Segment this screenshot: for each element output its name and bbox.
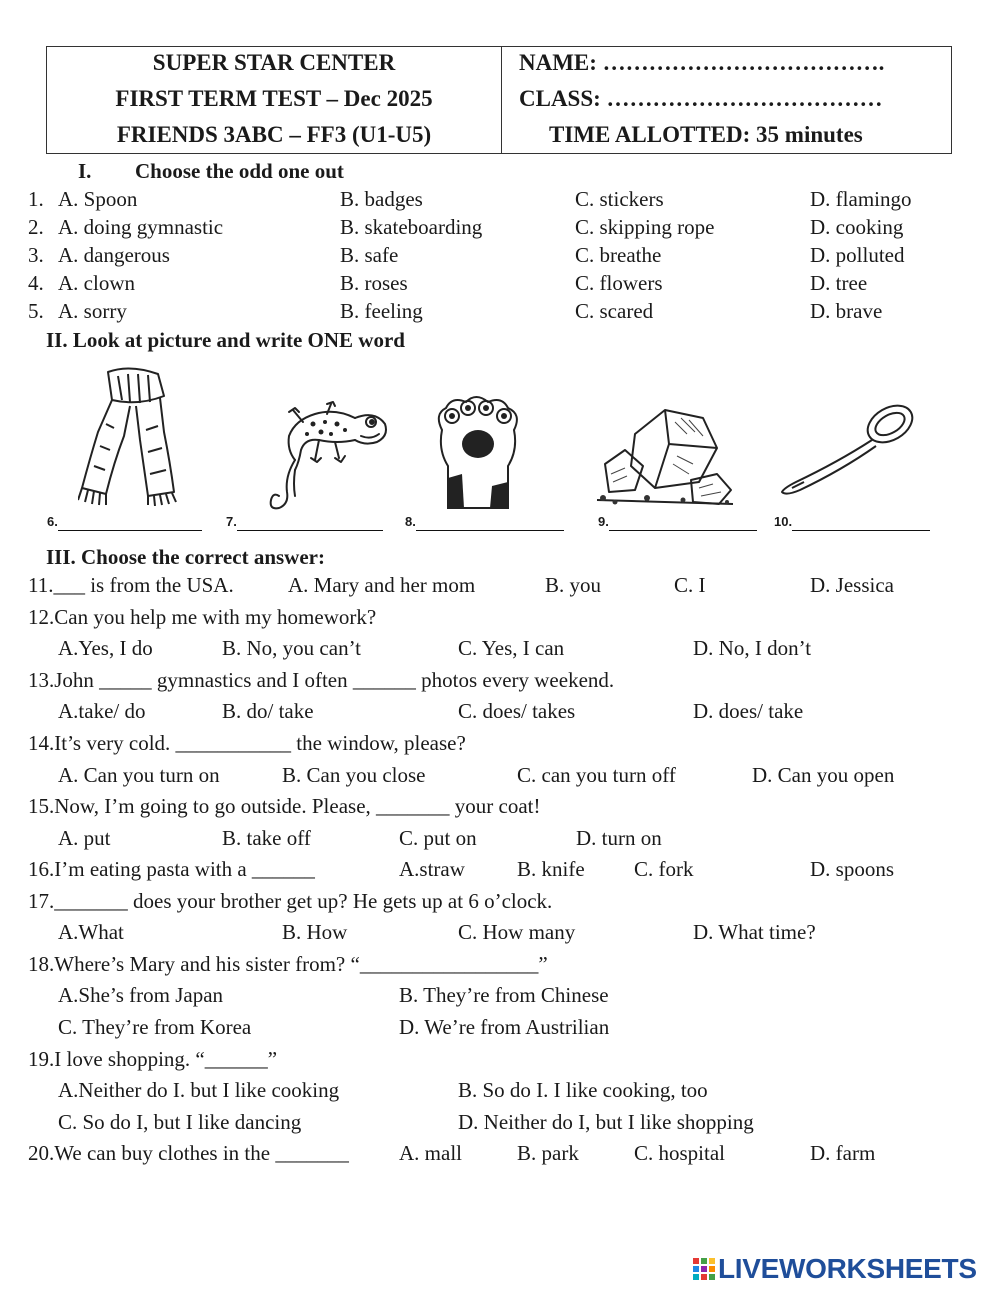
q15-option-c: C. put on [399, 826, 477, 850]
option-c: C. stickers [575, 187, 664, 211]
question-19: 19.I love shopping. “______” [28, 1047, 278, 1071]
q17-option-a: A.What [58, 920, 124, 944]
q13-option-b: B. do/ take [222, 699, 314, 723]
q17-option-b: B. How [282, 920, 348, 944]
caption-7-number: 7. [226, 514, 237, 529]
question-12: 12.Can you help me with my homework? [28, 605, 377, 629]
q16-option-c: C. fork [634, 857, 694, 881]
q14-option-c: C. can you turn off [517, 763, 676, 787]
option-c: C. scared [575, 299, 654, 323]
option-d: D. cooking [810, 215, 904, 239]
class-field: CLASS: ……………………………… [519, 86, 883, 111]
section2-title: II. Look at picture and write ONE word [46, 328, 405, 352]
question-13: 13.John _____ gymnastics and I often ______ photos every weekend. [28, 668, 615, 692]
q14-option-d: D. Can you open [752, 763, 895, 787]
section1-title: Choose the odd one out [135, 159, 344, 183]
option-b: B. safe [340, 243, 399, 267]
q17-option-d: D. What time? [693, 920, 816, 944]
option-d: D. tree [810, 271, 868, 295]
option-d: D. brave [810, 299, 883, 323]
header-box [46, 46, 952, 154]
q19-option-c: C. So do I, but I like dancing [58, 1110, 302, 1134]
option-b: B. badges [340, 187, 423, 211]
q12-option-d: D. No, I don’t [693, 636, 812, 660]
q13-option-c: C. does/ takes [458, 699, 576, 723]
caption-7 [226, 513, 383, 531]
spoon-icon [778, 400, 918, 500]
section1-number: I. [78, 159, 92, 183]
caption-8-number: 8. [405, 514, 416, 529]
caption-10 [774, 513, 930, 531]
answer-line-7[interactable] [237, 516, 383, 531]
logo-mark-icon [692, 1256, 718, 1282]
center-name: SUPER STAR CENTER [152, 50, 396, 75]
option-a: A. Spoon [58, 187, 138, 211]
q15-option-a: A. put [58, 826, 111, 850]
q13-option-a: A.take/ do [58, 699, 146, 723]
liveworksheets-logo[interactable] [692, 1254, 977, 1284]
question-16: 16.I’m eating pasta with a ______ [28, 857, 315, 881]
option-c: C. flowers [575, 271, 663, 295]
caption-9 [598, 513, 757, 531]
question-14: 14.It’s very cold. ___________ the window, please? [28, 731, 466, 755]
row-number: 4. [28, 271, 44, 295]
answer-line-6[interactable] [58, 516, 202, 531]
q18-option-b: B. They’re from Chinese [399, 983, 609, 1007]
test-title: FIRST TERM TEST – Dec 2025 [115, 86, 433, 111]
row-number: 1. [28, 187, 44, 211]
q12-option-b: B. No, you can’t [222, 636, 362, 660]
caption-10-number: 10. [774, 514, 793, 529]
q15-option-d: D. turn on [576, 826, 662, 850]
q13-option-d: D. does/ take [693, 699, 804, 723]
question-17: 17._______ does your brother get up? He gets up at 6 o’clock. [28, 889, 553, 913]
option-c: C. skipping rope [575, 215, 715, 239]
q19-option-a: A.Neither do I. but I like cooking [58, 1078, 340, 1102]
answer-line-8[interactable] [416, 516, 564, 531]
q11-option-b: B. you [545, 573, 602, 597]
q20-option-c: C. hospital [634, 1141, 726, 1165]
q16-option-b: B. knife [517, 857, 585, 881]
q20-option-a: A. mall [399, 1141, 462, 1165]
question-15: 15.Now, I’m going to go outside. Please, _______ your coat! [28, 794, 541, 818]
lizard-icon [265, 400, 390, 512]
q14-option-b: B. Can you close [282, 763, 426, 787]
q16-option-d: D. spoons [810, 857, 895, 881]
q19-option-d: D. Neither do I, but I like shopping [458, 1110, 754, 1134]
option-a: A. doing gymnastic [58, 215, 224, 239]
caption-6 [47, 513, 202, 531]
option-b: B. roses [340, 271, 408, 295]
time-allotted: TIME ALLOTTED: 35 minutes [549, 122, 863, 147]
question-20: 20.We can buy clothes in the _______ [28, 1141, 349, 1165]
option-a: A. clown [58, 271, 135, 295]
row-number: 5. [28, 299, 44, 323]
option-b: B. feeling [340, 299, 423, 323]
question-11: 11.___ is from the USA. [28, 573, 234, 597]
header-divider [501, 47, 502, 153]
q18-option-d: D. We’re from Austrilian [399, 1015, 610, 1039]
scarf-icon [78, 366, 182, 506]
rocks-icon [595, 404, 735, 510]
option-d: D. polluted [810, 243, 905, 267]
option-c: C. breathe [575, 243, 662, 267]
caption-9-number: 9. [598, 514, 609, 529]
option-a: A. dangerous [58, 243, 170, 267]
option-a: A. sorry [58, 299, 127, 323]
q11-option-d: D. Jessica [810, 573, 894, 597]
q11-option-a: A. Mary and her mom [288, 573, 476, 597]
name-field: NAME: ………………………………. [519, 50, 885, 75]
q18-option-c: C. They’re from Korea [58, 1015, 252, 1039]
answer-line-9[interactable] [609, 516, 757, 531]
q18-option-a: A.She’s from Japan [58, 983, 224, 1007]
q20-option-d: D. farm [810, 1141, 876, 1165]
question-18: 18.Where’s Mary and his sister from? “_________________” [28, 952, 548, 976]
option-d: D. flamingo [810, 187, 912, 211]
row-number: 2. [28, 215, 44, 239]
q19-option-b: B. So do I. I like cooking, too [458, 1078, 708, 1102]
q17-option-c: C. How many [458, 920, 576, 944]
caption-6-number: 6. [47, 514, 58, 529]
logo-text: LIVEWORKSHEETS [718, 1253, 977, 1284]
q12-option-a: A.Yes, I do [58, 636, 153, 660]
q20-option-b: B. park [517, 1141, 579, 1165]
caption-8 [405, 513, 564, 531]
paw-icon [428, 390, 528, 510]
q14-option-a: A. Can you turn on [58, 763, 220, 787]
q15-option-b: B. take off [222, 826, 311, 850]
q11-option-c: C. I [674, 573, 706, 597]
course-title: FRIENDS 3ABC – FF3 (U1-U5) [116, 122, 432, 147]
row-number: 3. [28, 243, 44, 267]
answer-line-10[interactable] [792, 516, 930, 531]
option-b: B. skateboarding [340, 215, 483, 239]
q16-option-a: A.straw [399, 857, 465, 881]
q12-option-c: C. Yes, I can [458, 636, 565, 660]
section3-title: III. Choose the correct answer: [46, 545, 325, 569]
